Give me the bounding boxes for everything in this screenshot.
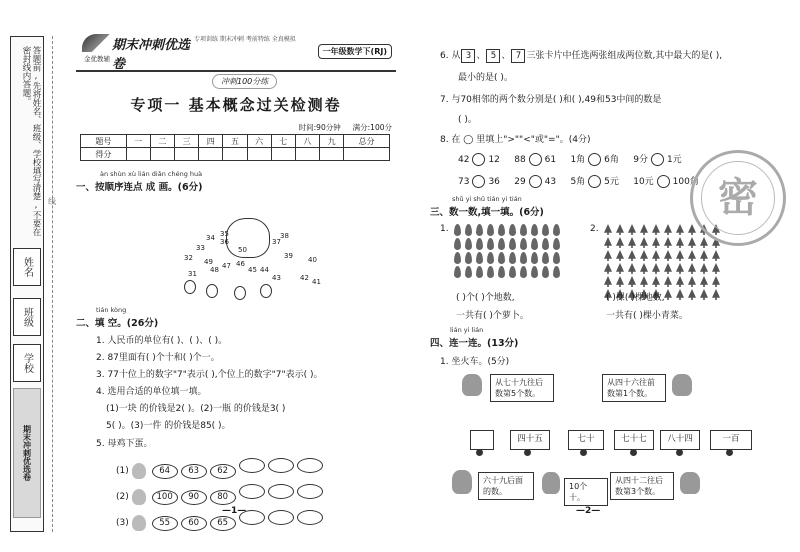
score-header: 七 [271, 135, 295, 148]
dot-label: 43 [272, 274, 281, 282]
score-header: 五 [223, 135, 247, 148]
vegetable-icon [640, 263, 648, 274]
q3-b-line1: ( )棵( )棵地数, [606, 293, 665, 303]
radish-icon [531, 224, 538, 236]
sidebar-instructions: 答题前,先将姓名、班级、学校填写清楚,不要在密封线内答题。 [21, 46, 41, 236]
hen-row-label: (2) [116, 492, 129, 502]
pig-icon [680, 472, 700, 494]
compare-value: 73 [458, 177, 470, 187]
q4-sub-heading: 1. 坐火车。(5分) [440, 357, 510, 367]
score-header: 六 [247, 135, 271, 148]
clue-bubble: 从四十六往前数第1个数。 [602, 374, 666, 402]
radish-icon [553, 238, 560, 250]
vegetable-icon [712, 276, 720, 287]
compare-row [458, 174, 699, 188]
compare-row [458, 152, 682, 166]
monkey-icon [462, 374, 482, 396]
wheel-icon [524, 449, 531, 456]
score-cell[interactable] [223, 148, 247, 161]
radish-icon [454, 266, 461, 278]
vegetable-icon [652, 224, 660, 235]
score-header: 题号 [81, 135, 127, 148]
radish-icon [509, 252, 516, 264]
grade-badge: 一年级数学下(RJ) [318, 44, 392, 59]
train-car[interactable]: 四十五 [510, 430, 550, 450]
score-cell[interactable] [150, 148, 174, 161]
seal-cut-line [52, 36, 53, 532]
radish-icon [520, 238, 527, 250]
bead-shape [234, 286, 246, 300]
q6-text: 三张卡片中任选两张组成两位数,其中最大的是( ), [526, 51, 723, 61]
radish-icon [454, 252, 461, 264]
score-cell[interactable] [199, 148, 223, 161]
wheel-icon [630, 449, 637, 456]
egg-blank[interactable] [239, 458, 265, 473]
dot-label: 45 [248, 266, 257, 274]
egg-value: 60 [181, 516, 207, 531]
egg-value: 80 [210, 490, 236, 505]
chong-badge: 冲刺100分练 [212, 74, 277, 89]
vegetable-icon [616, 237, 624, 248]
q4-pinyin: lián yi lián [450, 326, 484, 334]
egg-blank[interactable] [239, 484, 265, 499]
q2-item: (1)一块 的价钱是2( )。(2)一瓶 的价钱是3( ) [106, 404, 286, 414]
q2-item: 5. 母鸡下蛋。 [96, 439, 153, 449]
compare-value: 29 [514, 177, 526, 187]
vegetable-icon [676, 224, 684, 235]
compare-value: 42 [458, 155, 470, 165]
vegetable-icon [712, 263, 720, 274]
sidebar-brand-logo: 期末冲刺优选卷 [13, 388, 41, 518]
wheel-icon [476, 449, 483, 456]
egg-blank[interactable] [268, 458, 294, 473]
q4-heading: 四、连一连。(13分) [430, 338, 519, 349]
hen-row-label: (1) [116, 466, 129, 476]
radish-picture [454, 224, 562, 278]
brand-name: 期末冲刺优选卷 [112, 38, 191, 72]
radish-icon [498, 252, 505, 264]
train [470, 430, 770, 456]
q1-heading: 一、按顺序连点 成 画。(6分) [76, 182, 203, 193]
dot-label: 49 [204, 258, 213, 266]
egg-value: 65 [210, 516, 236, 531]
radish-icon [487, 252, 494, 264]
compare-value: 1角 [570, 155, 586, 165]
hen-row [116, 510, 326, 531]
vegetable-icon [676, 237, 684, 248]
vegetable-icon [700, 289, 708, 300]
q2-item: 4. 选用合适的单位填一填。 [96, 387, 207, 397]
vegetable-icon [700, 237, 708, 248]
wheel-icon [580, 449, 587, 456]
compare-value: 10元 [633, 177, 654, 187]
radish-icon [531, 266, 538, 278]
radish-icon [465, 238, 472, 250]
bead-shape [184, 280, 196, 294]
radish-icon [553, 252, 560, 264]
secret-seal-stamp [690, 150, 786, 246]
vegetable-icon [664, 263, 672, 274]
vegetable-icon [616, 250, 624, 261]
radish-icon [531, 252, 538, 264]
score-table [80, 134, 390, 161]
radish-icon [498, 266, 505, 278]
header-slogan: 专项训练 期末冲刺 考前特练 全真模拟 [194, 36, 296, 43]
radish-icon [454, 224, 461, 236]
exam-time: 时间:90分钟 [298, 123, 341, 132]
vegetable-icon [688, 237, 696, 248]
vegetable-icon [640, 237, 648, 248]
page-header [76, 28, 396, 72]
vegetable-icon [688, 276, 696, 287]
wheel-icon [676, 449, 683, 456]
radish-icon [553, 266, 560, 278]
vegetable-picture [604, 224, 722, 300]
name-field[interactable]: 姓名 [13, 248, 41, 286]
vegetable-icon [628, 237, 636, 248]
page-one [76, 28, 396, 548]
publisher-name: 金优教辅 [84, 55, 110, 63]
cut-line-label: 线 [48, 197, 56, 206]
compare-circle[interactable] [529, 153, 542, 166]
vegetable-icon [664, 289, 672, 300]
q3-b-line2: 一共有( )棵小青菜。 [606, 311, 688, 321]
vegetable-icon [604, 250, 612, 261]
compare-circle[interactable] [529, 175, 542, 188]
vegetable-icon [604, 224, 612, 235]
radish-icon [542, 238, 549, 250]
train-car[interactable]: 七十七 [614, 430, 654, 450]
compare-value: 36 [488, 177, 500, 187]
radish-icon [476, 238, 483, 250]
vegetable-icon [604, 276, 612, 287]
egg-blank[interactable] [297, 510, 323, 525]
exam-meta [76, 122, 392, 133]
score-header-row [81, 135, 390, 148]
dot-label: 44 [260, 266, 269, 274]
train-car[interactable]: 七十 [568, 430, 604, 450]
egg-value: 62 [210, 464, 236, 479]
q8-line: 8. 在 ◯ 里填上">""<"或"="。(4分) [440, 135, 591, 145]
vegetable-icon [688, 250, 696, 261]
stamp-text: 密 [718, 175, 758, 221]
radish-icon [465, 266, 472, 278]
train-car[interactable]: 一百 [710, 430, 752, 450]
bead-shape [260, 284, 272, 298]
dot-label: 31 [188, 270, 197, 278]
stamp-inner-ring [701, 161, 775, 235]
vegetable-icon [640, 250, 648, 261]
fawn-icon [452, 470, 472, 494]
radish-icon [520, 266, 527, 278]
school-field[interactable]: 学校 [13, 344, 41, 382]
radish-icon [487, 238, 494, 250]
compare-value: 5元 [604, 177, 619, 187]
bead-shape [206, 284, 218, 298]
vegetable-icon [628, 224, 636, 235]
vegetable-icon [664, 250, 672, 261]
compare-value: 61 [544, 155, 557, 165]
vegetable-icon [688, 289, 696, 300]
hen-row [116, 458, 326, 479]
vegetable-icon [664, 237, 672, 248]
vegetable-icon [652, 250, 660, 261]
deer-icon [672, 374, 692, 396]
dot-label: 47 [222, 262, 231, 270]
score-header: 九 [320, 135, 344, 148]
radish-icon [498, 224, 505, 236]
score-row-label: 得分 [81, 148, 127, 161]
radish-icon [542, 266, 549, 278]
vegetable-icon [700, 250, 708, 261]
radish-icon [487, 224, 494, 236]
radish-icon [553, 224, 560, 236]
locomotive [470, 430, 494, 450]
radish-icon [520, 252, 527, 264]
vegetable-icon [664, 224, 672, 235]
vegetable-icon [652, 237, 660, 248]
compare-value: 5角 [570, 177, 586, 187]
q2-pinyin: tián kòng [96, 306, 127, 314]
dot-label: 34 [206, 234, 215, 242]
vegetable-icon [640, 276, 648, 287]
radish-icon [509, 266, 516, 278]
q3-a-line2: 一共有( )个萝卜。 [456, 311, 529, 321]
vegetable-icon [676, 263, 684, 274]
dot-label: 36 [220, 238, 229, 246]
egg-value: 55 [152, 516, 178, 531]
dot-label: 46 [236, 260, 245, 268]
compare-value: 9分 [633, 155, 648, 165]
vegetable-icon [688, 224, 696, 235]
q3-a-line1: ( )个( )个地数, [456, 293, 515, 303]
vegetable-icon [676, 289, 684, 300]
compare-value: 100角 [672, 177, 699, 187]
egg-value: 90 [181, 490, 207, 505]
wing-icon [82, 34, 110, 52]
vegetable-icon [616, 276, 624, 287]
hen-row-label: (3) [116, 518, 129, 528]
score-cell[interactable] [320, 148, 344, 161]
radish-icon [487, 266, 494, 278]
score-header: 二 [150, 135, 174, 148]
compare-circle[interactable] [472, 175, 485, 188]
vegetable-icon [652, 276, 660, 287]
score-row [81, 148, 390, 161]
clue-bubble: 10个十。 [564, 478, 608, 506]
vegetable-icon [700, 263, 708, 274]
egg-blank[interactable] [268, 484, 294, 499]
chick-icon [542, 472, 560, 494]
q6-prefix: 6. 从 [440, 51, 461, 61]
dot-label: 33 [196, 244, 205, 252]
q3-heading: 三、数一数,填一填。(6分) [430, 207, 544, 218]
clue-bubble: 六十九后面的数。 [478, 472, 534, 500]
vegetable-icon [700, 276, 708, 287]
number-card: 5 [486, 49, 500, 63]
compare-circle[interactable] [651, 153, 664, 166]
radish-icon [520, 224, 527, 236]
dot-label: 42 [300, 274, 309, 282]
dot-label: 40 [308, 256, 317, 264]
radish-icon [476, 224, 483, 236]
score-cell[interactable] [247, 148, 271, 161]
radish-icon [542, 224, 549, 236]
egg-value: 100 [152, 490, 178, 505]
vegetable-icon [640, 224, 648, 235]
dot-label: 37 [272, 238, 281, 246]
radish-icon [454, 238, 461, 250]
vegetable-icon [688, 263, 696, 274]
compare-value: 1元 [666, 155, 682, 165]
vegetable-icon [712, 289, 720, 300]
radish-icon [465, 252, 472, 264]
compare-circle[interactable] [588, 153, 601, 166]
compare-circle[interactable] [657, 175, 670, 188]
hen-row [116, 484, 326, 505]
page-two [430, 28, 790, 548]
q3-a-number: 1. [440, 224, 449, 234]
number-card: 3 [461, 49, 475, 63]
dot-label: 41 [312, 278, 321, 286]
score-cell[interactable] [295, 148, 319, 161]
egg-value: 63 [181, 464, 207, 479]
q6-line: 6. 从 3 、 5 、 7 三张卡片中任选两张组成两位数,其中最大的是( ), [440, 51, 723, 61]
page-number: —2— [576, 506, 601, 516]
dot-label: 39 [284, 252, 293, 260]
score-header: 八 [295, 135, 319, 148]
number-card: 7 [511, 49, 525, 63]
radish-icon [509, 238, 516, 250]
dot-label: 35 [220, 230, 229, 238]
egg-blank[interactable] [297, 484, 323, 499]
class-field[interactable]: 班级 [13, 298, 41, 336]
radish-icon [509, 224, 516, 236]
hen-icon [132, 463, 146, 479]
q7-line2: ( )。 [458, 115, 477, 125]
egg-blank[interactable] [268, 510, 294, 525]
dot-label: 32 [184, 254, 193, 262]
vegetable-icon [604, 237, 612, 248]
vegetable-icon [616, 224, 624, 235]
hen-icon [132, 489, 146, 505]
score-header: 总分 [344, 135, 390, 148]
q3-pinyin: shǔ yi shǔ tián yi tián [452, 195, 522, 203]
radish-icon [476, 266, 483, 278]
vegetable-icon [676, 250, 684, 261]
compare-value: 43 [544, 177, 557, 187]
vegetable-icon [604, 263, 612, 274]
vegetable-icon [628, 263, 636, 274]
radish-icon [542, 252, 549, 264]
connect-dots-picture [176, 218, 326, 302]
page-number: —1— [222, 506, 247, 516]
clue-bubble: 从七十九往后数第5个数。 [490, 374, 554, 402]
vegetable-icon [628, 276, 636, 287]
q3-b-number: 2. [590, 224, 599, 234]
radish-icon [498, 238, 505, 250]
train-car[interactable]: 八十四 [660, 430, 700, 450]
q2-item: 5( )。(3)一件 的价钱是85( )。 [106, 421, 231, 431]
binding-sidebar [4, 36, 58, 532]
vegetable-icon [652, 263, 660, 274]
q2-item: 2. 87里面有( )个十和( )个一。 [96, 353, 220, 363]
page-title: 专项一 基本概念过关检测卷 [130, 96, 342, 114]
vegetable-icon [628, 250, 636, 261]
compare-value: 88 [514, 155, 526, 165]
q2-item: 3. 77十位上的数字"7"表示( ),个位上的数字"7"表示( )。 [96, 370, 323, 380]
vegetable-icon [676, 276, 684, 287]
hen-icon [132, 515, 146, 531]
q1-pinyin: àn shùn xù lián diǎn chéng huà [100, 170, 203, 178]
compare-circle[interactable] [588, 175, 601, 188]
score-header: 三 [175, 135, 199, 148]
score-cell[interactable] [271, 148, 295, 161]
q2-item: 1. 人民币的单位有( )、( )、( )。 [96, 336, 228, 346]
q6-line2: 最小的是( )。 [458, 73, 513, 83]
q7-line: 7. 与70相邻的两个数分别是( )和( ),49和53中间的数是 [440, 95, 662, 105]
clue-bubble: 从四十二往后数第3个数。 [610, 472, 674, 500]
score-header: 四 [199, 135, 223, 148]
vegetable-icon [664, 276, 672, 287]
q2-heading: 二、填 空。(26分) [76, 318, 159, 329]
brand-logo [82, 32, 192, 72]
radish-icon [465, 224, 472, 236]
wheel-icon [726, 449, 733, 456]
cat-picture [226, 218, 270, 258]
compare-value: 12 [488, 155, 500, 165]
exam-full-score: 满分:100分 [352, 123, 392, 132]
compare-circle[interactable] [472, 153, 485, 166]
score-header: 一 [126, 135, 150, 148]
dot-label: 48 [210, 266, 219, 274]
vegetable-icon [712, 250, 720, 261]
score-cell[interactable] [126, 148, 150, 161]
vegetable-icon [616, 263, 624, 274]
compare-value: 6角 [604, 155, 619, 165]
radish-icon [476, 252, 483, 264]
egg-blank[interactable] [297, 458, 323, 473]
score-cell[interactable] [344, 148, 390, 161]
dot-label: 38 [280, 232, 289, 240]
dot-label: 50 [238, 246, 247, 254]
radish-icon [531, 238, 538, 250]
egg-value: 64 [152, 464, 178, 479]
score-cell[interactable] [175, 148, 199, 161]
